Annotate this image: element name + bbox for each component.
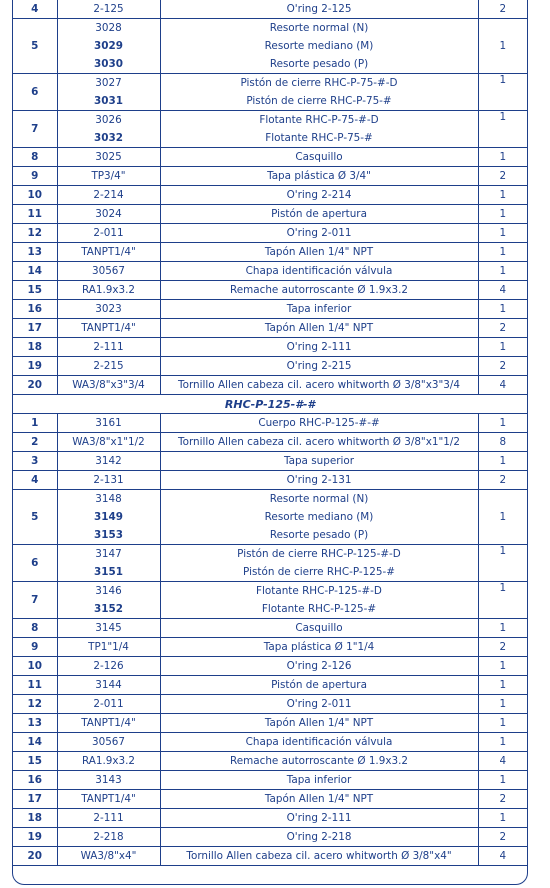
part-quantity: 1: [478, 300, 527, 319]
position-number: 15: [13, 281, 57, 300]
part-row: [13, 752, 527, 771]
part-quantity: 1: [478, 74, 527, 111]
part-row: [13, 243, 527, 262]
part-code: 3023: [57, 300, 160, 319]
position-number: 17: [13, 319, 57, 338]
position-number: 13: [13, 243, 57, 262]
position-number: 6: [13, 74, 57, 111]
part-row: [13, 657, 527, 676]
part-row: [13, 471, 527, 490]
part-quantity: 1: [478, 733, 527, 752]
part-description: Tapa inferior: [160, 771, 478, 790]
part-row: [13, 338, 527, 357]
part-code: 3031: [57, 92, 160, 111]
part-code: 30567: [57, 262, 160, 281]
part-quantity: 1: [478, 338, 527, 357]
part-description: O'ring 2-126: [160, 657, 478, 676]
position-number: 18: [13, 338, 57, 357]
part-description: Chapa identificación válvula: [160, 733, 478, 752]
parts-list-sheet: [12, 0, 528, 885]
part-description: Resorte normal (N): [160, 19, 478, 38]
part-row: [13, 414, 527, 433]
part-description: Pistón de cierre RHC-P-75-#-D: [160, 74, 478, 93]
part-row: [13, 695, 527, 714]
part-quantity: 1: [478, 714, 527, 733]
part-description: Casquillo: [160, 148, 478, 167]
position-number: 15: [13, 752, 57, 771]
position-number: 12: [13, 224, 57, 243]
part-code: 2-125: [57, 0, 160, 19]
part-quantity: 2: [478, 638, 527, 657]
part-quantity: 1: [478, 619, 527, 638]
part-row: [13, 37, 527, 55]
part-row: [13, 74, 527, 93]
part-code: RA1.9x3.2: [57, 752, 160, 771]
part-quantity: 4: [478, 847, 527, 866]
part-description: Tapón Allen 1/4" NPT: [160, 243, 478, 262]
position-number: 13: [13, 714, 57, 733]
part-quantity: 1: [478, 205, 527, 224]
part-row: [13, 111, 527, 130]
part-quantity: 1: [478, 545, 527, 582]
part-description: O'ring 2-111: [160, 338, 478, 357]
parts-table: [13, 0, 527, 866]
section-header-row: [13, 395, 527, 414]
part-description: O'ring 2-218: [160, 828, 478, 847]
part-code: 3161: [57, 414, 160, 433]
position-number: 18: [13, 809, 57, 828]
part-code: TANPT1/4": [57, 790, 160, 809]
part-row: [13, 809, 527, 828]
part-description: Pistón de cierre RHC-P-125-#: [160, 563, 478, 582]
position-number: 14: [13, 262, 57, 281]
part-code: TP1"1/4: [57, 638, 160, 657]
part-description: O'ring 2-111: [160, 809, 478, 828]
part-code: 2-126: [57, 657, 160, 676]
part-code: TANPT1/4": [57, 319, 160, 338]
part-description: Tapón Allen 1/4" NPT: [160, 319, 478, 338]
part-code: 3146: [57, 582, 160, 601]
part-description: Pistón de cierre RHC-P-125-#-D: [160, 545, 478, 564]
part-code: 30567: [57, 733, 160, 752]
part-row: [13, 186, 527, 205]
part-code: 2-214: [57, 186, 160, 205]
part-code: 2-215: [57, 357, 160, 376]
part-code: WA3/8"x1"1/2: [57, 433, 160, 452]
part-quantity: 1: [478, 695, 527, 714]
part-description: Tapa plástica Ø 3/4": [160, 167, 478, 186]
part-code: 3147: [57, 545, 160, 564]
position-number: 9: [13, 167, 57, 186]
part-quantity: 1: [478, 771, 527, 790]
part-description: Tapa superior: [160, 452, 478, 471]
part-row: [13, 733, 527, 752]
part-code: WA3/8"x4": [57, 847, 160, 866]
part-code: 2-011: [57, 224, 160, 243]
part-code: 3145: [57, 619, 160, 638]
part-code: 3149: [57, 508, 160, 526]
parts-table-body: [13, 0, 527, 866]
part-description: Tornillo Allen cabeza cil. acero whitworth Ø 3/8"x3"3/4: [160, 376, 478, 395]
part-row: [13, 357, 527, 376]
part-description: Resorte normal (N): [160, 490, 478, 509]
part-quantity: 8: [478, 433, 527, 452]
position-number: 1: [13, 414, 57, 433]
part-description: O'ring 2-011: [160, 695, 478, 714]
part-description: Tapa inferior: [160, 300, 478, 319]
part-code: 3148: [57, 490, 160, 509]
part-quantity: 1: [478, 452, 527, 471]
position-number: 9: [13, 638, 57, 657]
part-row: [13, 771, 527, 790]
part-row: [13, 129, 527, 148]
position-number: 17: [13, 790, 57, 809]
position-number: 11: [13, 676, 57, 695]
part-description: Flotante RHC-P-75-#-D: [160, 111, 478, 130]
part-description: Remache autorroscante Ø 1.9x3.2: [160, 281, 478, 300]
part-description: Chapa identificación válvula: [160, 262, 478, 281]
part-quantity: 2: [478, 167, 527, 186]
position-number: 8: [13, 619, 57, 638]
part-quantity: 2: [478, 471, 527, 490]
position-number: 11: [13, 205, 57, 224]
part-row: [13, 526, 527, 545]
part-description: Casquillo: [160, 619, 478, 638]
part-code: 3025: [57, 148, 160, 167]
part-row: [13, 224, 527, 243]
part-row: [13, 319, 527, 338]
part-row: [13, 167, 527, 186]
position-number: 16: [13, 771, 57, 790]
part-quantity: 4: [478, 376, 527, 395]
part-code: 2-218: [57, 828, 160, 847]
part-row: [13, 281, 527, 300]
part-code: 3153: [57, 526, 160, 545]
part-quantity: 1: [478, 582, 527, 619]
part-quantity: 1: [478, 224, 527, 243]
position-number: 7: [13, 111, 57, 148]
part-code: 3024: [57, 205, 160, 224]
part-description: O'ring 2-215: [160, 357, 478, 376]
part-row: [13, 0, 527, 19]
part-description: Remache autorroscante Ø 1.9x3.2: [160, 752, 478, 771]
position-number: 5: [13, 19, 57, 74]
position-number: 4: [13, 0, 57, 19]
position-number: 14: [13, 733, 57, 752]
part-quantity: 1: [478, 657, 527, 676]
part-code: 3142: [57, 452, 160, 471]
part-code: 2-011: [57, 695, 160, 714]
position-number: 2: [13, 433, 57, 452]
part-code: 3028: [57, 19, 160, 38]
position-number: 19: [13, 357, 57, 376]
part-description: Tapón Allen 1/4" NPT: [160, 790, 478, 809]
part-description: Flotante RHC-P-125-#-D: [160, 582, 478, 601]
part-description: Resorte pesado (P): [160, 55, 478, 74]
part-quantity: 1: [478, 186, 527, 205]
part-code: 3027: [57, 74, 160, 93]
part-row: [13, 376, 527, 395]
position-number: 8: [13, 148, 57, 167]
part-code: 2-131: [57, 471, 160, 490]
part-quantity: 1: [478, 148, 527, 167]
part-quantity: 1: [478, 490, 527, 545]
part-row: [13, 790, 527, 809]
part-description: O'ring 2-131: [160, 471, 478, 490]
position-number: 6: [13, 545, 57, 582]
position-number: 20: [13, 847, 57, 866]
position-number: 19: [13, 828, 57, 847]
part-row: [13, 19, 527, 38]
part-code: 3152: [57, 600, 160, 619]
part-quantity: 2: [478, 828, 527, 847]
part-code: 3029: [57, 37, 160, 55]
part-row: [13, 92, 527, 111]
part-row: [13, 582, 527, 601]
part-code: TANPT1/4": [57, 243, 160, 262]
part-quantity: 2: [478, 0, 527, 19]
part-code: 2-111: [57, 338, 160, 357]
position-number: 10: [13, 186, 57, 205]
part-description: Cuerpo RHC-P-125-#-#: [160, 414, 478, 433]
part-description: Resorte mediano (M): [160, 37, 478, 55]
part-code: WA3/8"x3"3/4: [57, 376, 160, 395]
part-row: [13, 847, 527, 866]
part-description: Pistón de apertura: [160, 205, 478, 224]
part-description: Tornillo Allen cabeza cil. acero whitworth Ø 3/8"x1"1/2: [160, 433, 478, 452]
part-quantity: 2: [478, 357, 527, 376]
part-row: [13, 148, 527, 167]
part-code: TANPT1/4": [57, 714, 160, 733]
part-row: [13, 433, 527, 452]
part-row: [13, 508, 527, 526]
part-row: [13, 205, 527, 224]
part-quantity: 2: [478, 790, 527, 809]
part-row: [13, 828, 527, 847]
part-description: Pistón de cierre RHC-P-75-#: [160, 92, 478, 111]
part-row: [13, 300, 527, 319]
part-quantity: 1: [478, 243, 527, 262]
part-row: [13, 714, 527, 733]
part-description: Flotante RHC-P-75-#: [160, 129, 478, 148]
part-description: Resorte mediano (M): [160, 508, 478, 526]
position-number: 20: [13, 376, 57, 395]
position-number: 12: [13, 695, 57, 714]
part-description: O'ring 2-214: [160, 186, 478, 205]
part-code: 3032: [57, 129, 160, 148]
part-code: TP3/4": [57, 167, 160, 186]
part-code: 3151: [57, 563, 160, 582]
position-number: 10: [13, 657, 57, 676]
part-quantity: 1: [478, 19, 527, 74]
part-code: 2-111: [57, 809, 160, 828]
part-description: Tapa plástica Ø 1"1/4: [160, 638, 478, 657]
position-number: 3: [13, 452, 57, 471]
part-row: [13, 676, 527, 695]
position-number: 4: [13, 471, 57, 490]
part-code: 3030: [57, 55, 160, 74]
part-code: 3143: [57, 771, 160, 790]
part-code: 3144: [57, 676, 160, 695]
part-code: RA1.9x3.2: [57, 281, 160, 300]
part-row: [13, 638, 527, 657]
part-quantity: 4: [478, 752, 527, 771]
part-quantity: 1: [478, 111, 527, 148]
part-row: [13, 619, 527, 638]
part-row: [13, 262, 527, 281]
part-quantity: 1: [478, 809, 527, 828]
part-row: [13, 452, 527, 471]
part-description: Tapón Allen 1/4" NPT: [160, 714, 478, 733]
section-title: RHC-P-125-#-#: [13, 395, 527, 414]
part-row: [13, 490, 527, 509]
part-quantity: 1: [478, 676, 527, 695]
position-number: 16: [13, 300, 57, 319]
part-row: [13, 563, 527, 582]
part-quantity: 2: [478, 319, 527, 338]
part-description: O'ring 2-125: [160, 0, 478, 19]
part-description: Resorte pesado (P): [160, 526, 478, 545]
part-row: [13, 55, 527, 74]
part-row: [13, 600, 527, 619]
part-quantity: 4: [478, 281, 527, 300]
part-description: Pistón de apertura: [160, 676, 478, 695]
part-quantity: 1: [478, 414, 527, 433]
part-quantity: 1: [478, 262, 527, 281]
position-number: 7: [13, 582, 57, 619]
part-description: Flotante RHC-P-125-#: [160, 600, 478, 619]
position-number: 5: [13, 490, 57, 545]
part-description: O'ring 2-011: [160, 224, 478, 243]
part-code: 3026: [57, 111, 160, 130]
part-row: [13, 545, 527, 564]
part-description: Tornillo Allen cabeza cil. acero whitworth Ø 3/8"x4": [160, 847, 478, 866]
